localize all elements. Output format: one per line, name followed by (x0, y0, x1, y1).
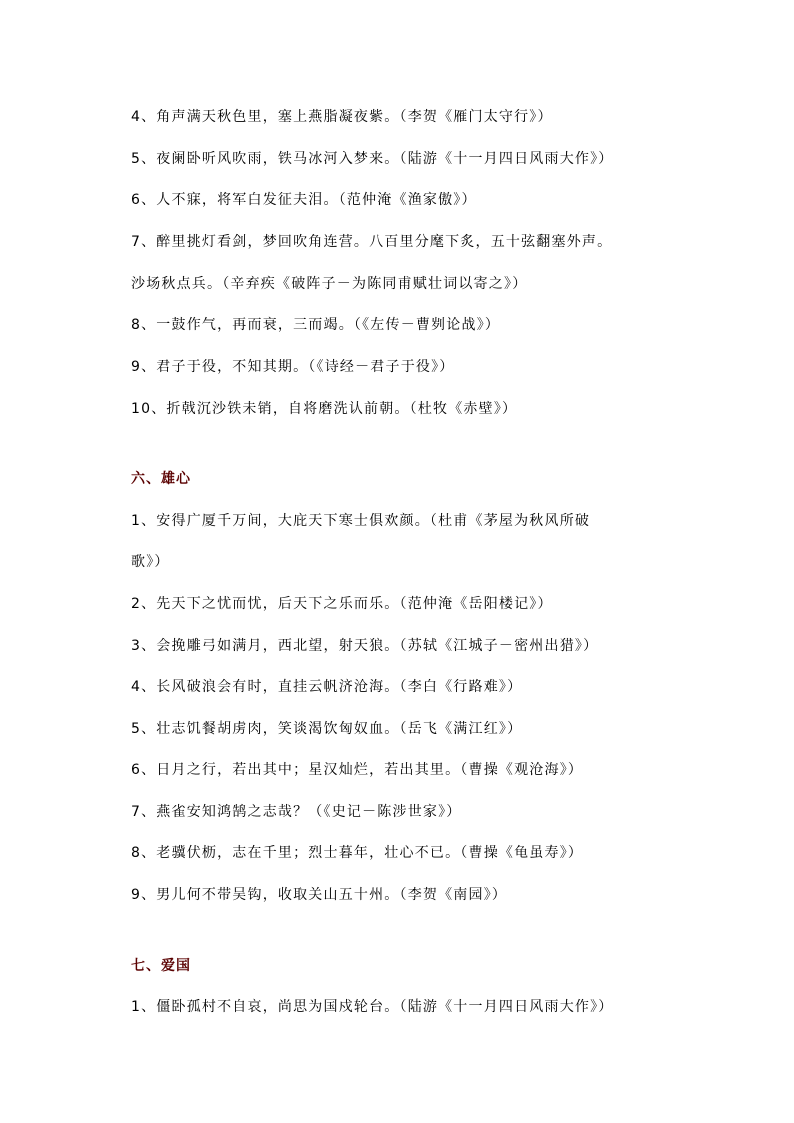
poem-line: 4、角声满天秋色里，塞上燕脂凝夜紫。（李贺《雁门太守行》） (131, 109, 553, 125)
poem-line: 10、折戟沉沙铁未销，自将磨洗认前朝。（杜牧《赤壁》） (131, 401, 518, 417)
poem-line: 3、会挽雕弓如满月，西北望，射天狼。（苏轼《江城子－密州出猎》） (131, 638, 599, 654)
poem-line: 1、安得广厦千万间，大庇天下寒士俱欢颜。（杜甫《茅屋为秋风所破 (131, 513, 591, 529)
poem-line: 8、老骥伏枥，志在千里；烈士暮年，壮心不已。（曹操《龟虽寿》） (131, 845, 584, 861)
poem-line: 9、君子于役，不知其期。（《诗经－君子于役》） (131, 359, 455, 375)
poem-line: 沙场秋点兵。（辛弃疾《破阵子－为陈同甫赋壮词以寄之》） (131, 276, 528, 292)
poem-line: 2、先天下之忧而忧，后天下之乐而乐。（范仲淹《岳阳楼记》） (131, 596, 553, 612)
poem-line: 歌》） (131, 554, 170, 570)
poem-line: 1、僵卧孤村不自哀，尚思为国戍轮台。（陆游《十一月四日风雨大作》） (131, 999, 614, 1015)
section-heading: 七、爱国 (131, 958, 191, 974)
poem-line: 9、男儿何不带吴钩，收取关山五十州。（李贺《南园》） (131, 887, 508, 903)
section-heading: 六、雄心 (131, 471, 191, 487)
poem-line: 7、燕雀安知鸿鹄之志哉？（《史记－陈涉世家》） (131, 804, 462, 820)
poem-line: 4、长风破浪会有时，直挂云帆济沧海。（李白《行路难》） (131, 679, 523, 695)
poem-line: 5、夜阑卧听风吹雨，铁马冰河入梦来。（陆游《十一月四日风雨大作》） (131, 151, 614, 167)
poem-line: 8、一鼓作气，再而衰，三而竭。（《左传－曹刿论战》） (131, 317, 501, 333)
poem-line: 6、日月之行，若出其中；星汉灿烂，若出其里。（曹操《观沧海》） (131, 762, 584, 778)
poem-line: 7、醉里挑灯看剑，梦回吹角连营。八百里分麾下炙，五十弦翻塞外声。 (131, 234, 613, 250)
poem-line: 6、人不寐，将军白发征夫泪。（范仲淹《渔家傲》） (131, 192, 477, 208)
poem-line: 5、壮志饥餐胡虏肉，笑谈渴饮匈奴血。（岳飞《满江红》） (131, 721, 523, 737)
